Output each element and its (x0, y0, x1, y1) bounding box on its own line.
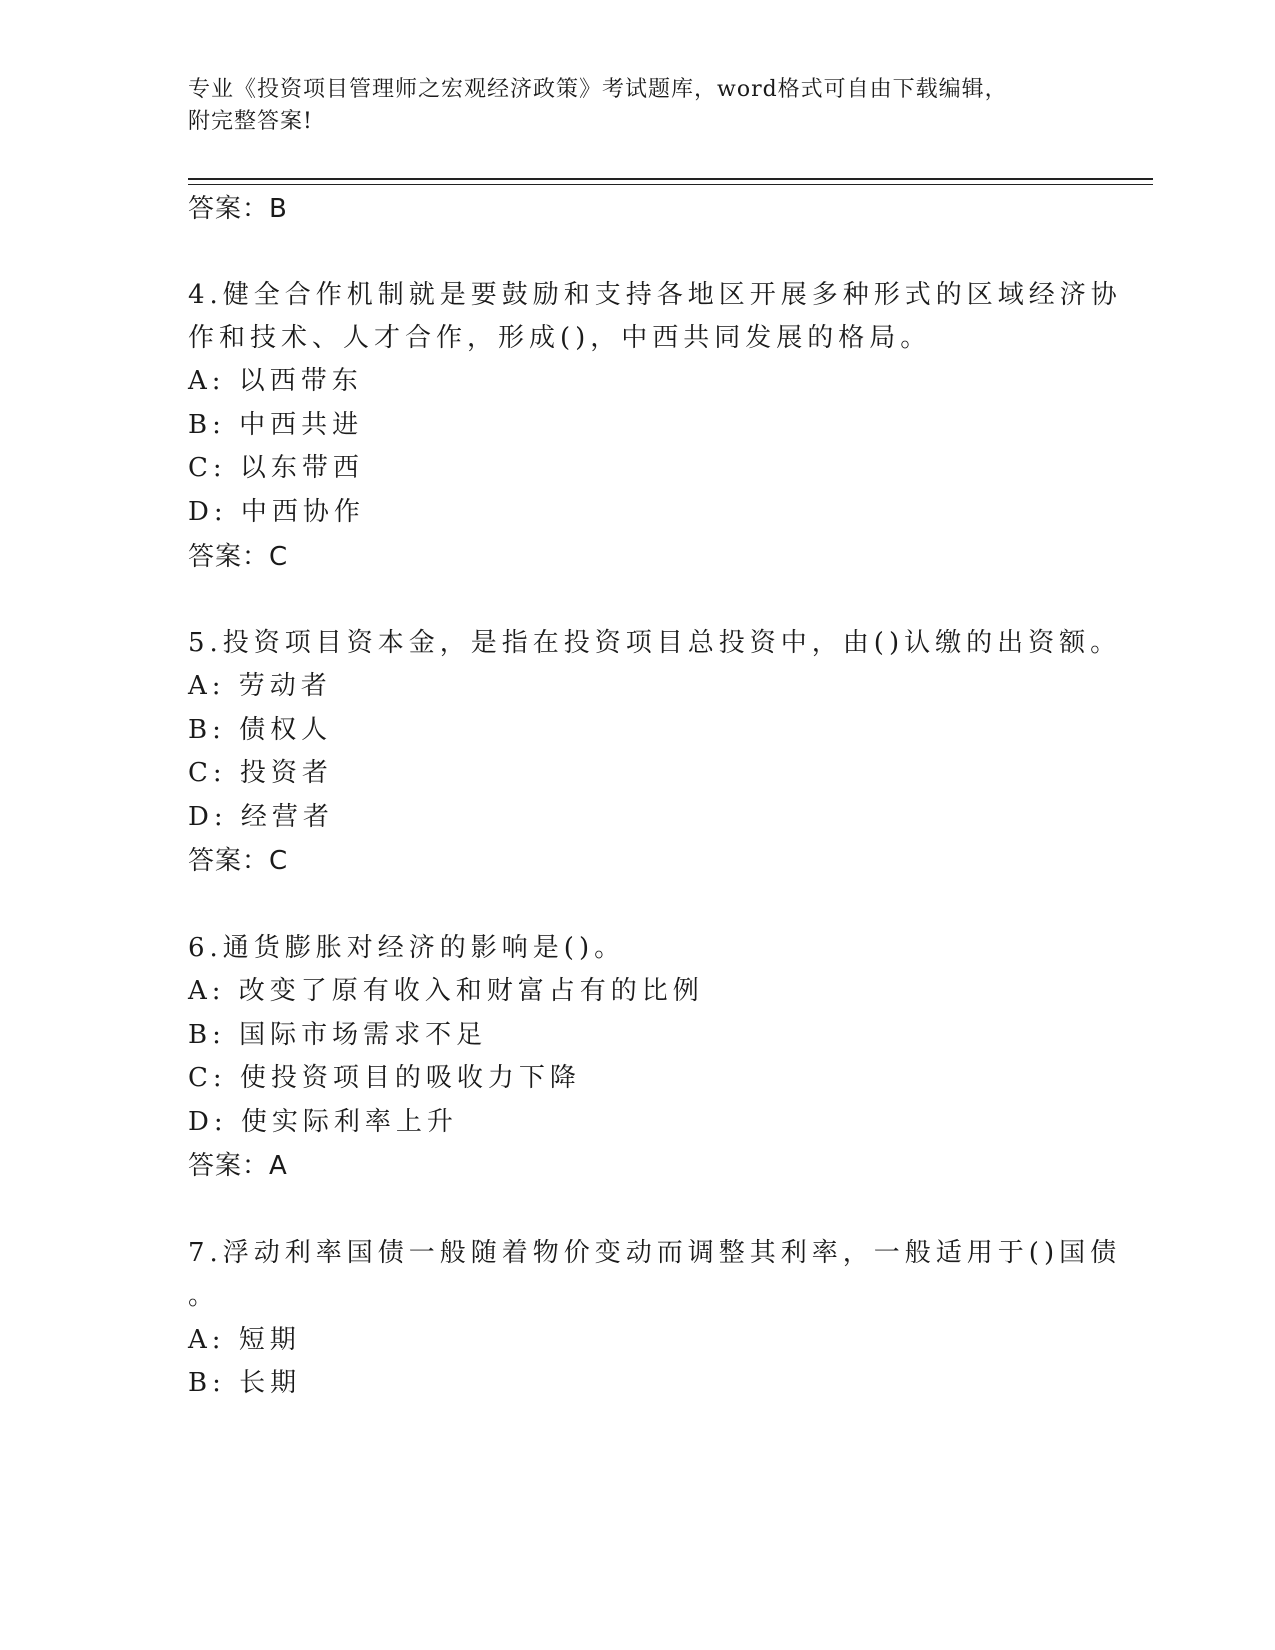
option-b: B: 中西共进 (188, 410, 364, 440)
option-a: A: 短期 (188, 1325, 301, 1355)
option-c: C: 以东带西 (188, 453, 364, 483)
option-d: D: 中西协作 (188, 497, 365, 527)
answer: 答案：A (188, 1151, 288, 1181)
answer-previous: 答案：B (188, 194, 288, 224)
option-b: B: 长期 (188, 1368, 302, 1398)
document-header (188, 74, 1088, 138)
question-stem-line: 作和技术、人才合作，形成()，中西共同发展的格局。 (188, 323, 932, 353)
header-line-1: 专业《投资项目管理师之宏观经济政策》考试题库，word格式可自由下载编辑， (188, 77, 1008, 102)
question-stem-line: 6.通货膨胀对经济的影响是()。 (188, 933, 626, 963)
option-d: D: 经营者 (188, 802, 334, 832)
option-a: A: 以西带东 (188, 366, 363, 396)
option-b: B: 国际市场需求不足 (188, 1020, 488, 1050)
question-stem-line: 7.浮动利率国债一般随着物价变动而调整其利率，一般适用于()国债 (188, 1238, 1122, 1268)
header-line-2: 附完整答案! (188, 109, 313, 134)
answer: 答案：C (188, 846, 289, 876)
option-d: D: 使实际利率上升 (188, 1107, 458, 1137)
option-c: C: 使投资项目的吸收力下降 (188, 1063, 581, 1093)
answer: 答案：C (188, 542, 289, 572)
question-stem-line: 。 (188, 1281, 220, 1311)
option-a: A: 劳动者 (188, 671, 332, 701)
question-stem-line: 5.投资项目资本金，是指在投资项目总投资中，由()认缴的出资额。 (188, 628, 1122, 658)
option-b: B: 债权人 (188, 715, 333, 745)
option-a: A: 改变了原有收入和财富占有的比例 (188, 976, 704, 1006)
header-rule-thick (188, 178, 1153, 180)
option-c: C: 投资者 (188, 758, 333, 788)
header-rule-thin (188, 184, 1153, 185)
question-stem-line: 4.健全合作机制就是要鼓励和支持各地区开展多种形式的区域经济协 (188, 280, 1122, 310)
